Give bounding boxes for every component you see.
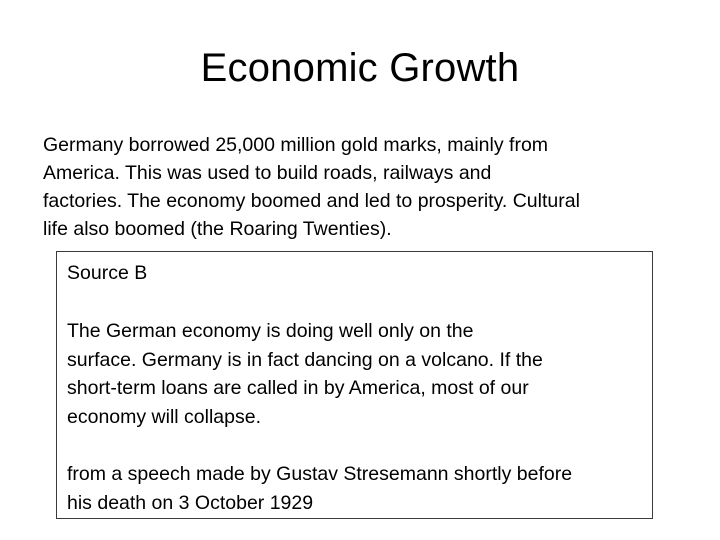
quote-line: economy will collapse. xyxy=(67,405,262,428)
source-box xyxy=(56,251,653,519)
quote-line: surface. Germany is in fact dancing on a volcano. If the xyxy=(67,348,543,371)
slide-title: Economic Growth xyxy=(200,46,520,90)
intro-line: life also boomed (the Roaring Twenties). xyxy=(43,218,392,240)
intro-paragraph xyxy=(43,131,683,243)
attribution-line: from a speech made by Gustav Stresemann shortly before xyxy=(67,463,573,485)
quote-line: The German economy is doing well only on the xyxy=(67,320,474,342)
source-quote xyxy=(67,317,543,431)
attribution-line: his death on 3 October 1929 xyxy=(67,491,314,514)
source-heading: Source B xyxy=(67,262,148,284)
source-attribution xyxy=(67,460,572,517)
intro-line: America. This was used to build roads, railways and xyxy=(43,162,492,184)
quote-line: short-term loans are called in by America, most of our xyxy=(67,377,529,399)
intro-line: Germany borrowed 25,000 million gold marks, mainly from xyxy=(43,134,549,156)
intro-line: factories. The economy boomed and led to prosperity. Cultural xyxy=(43,190,580,212)
